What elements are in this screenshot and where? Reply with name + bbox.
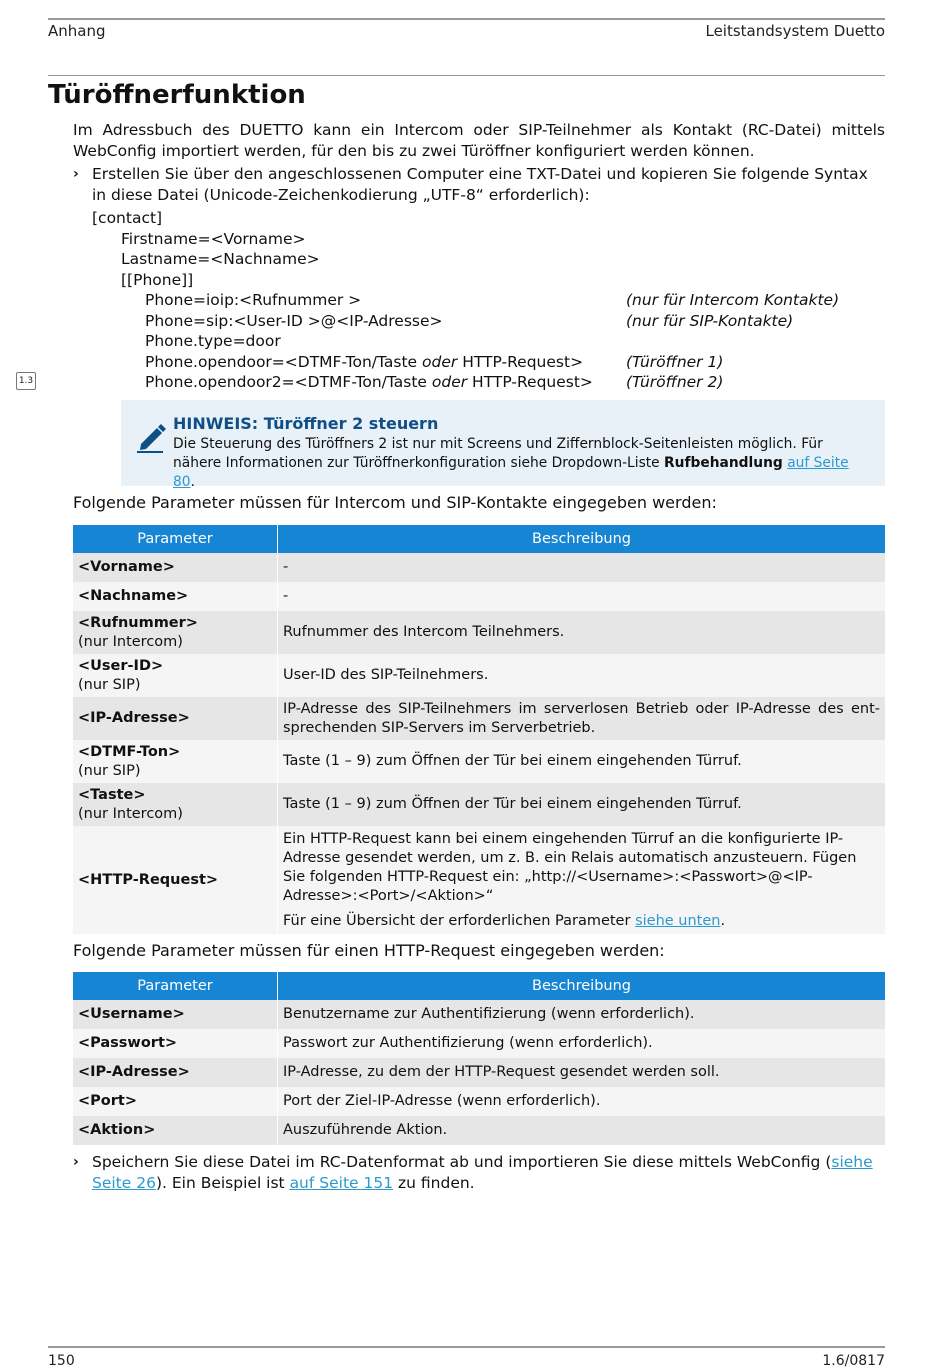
param-cell bbox=[73, 783, 278, 826]
param-cell bbox=[73, 740, 278, 783]
bullet-text bbox=[92, 1153, 873, 1192]
code-note: (nur für Intercom Kontakte) bbox=[626, 291, 840, 309]
param-name: <User-ID> bbox=[78, 657, 164, 674]
bullet-text-3: zu finden. bbox=[393, 1173, 475, 1192]
header-document-title: Leitstandsystem Duetto bbox=[705, 22, 885, 40]
table-row bbox=[73, 826, 885, 934]
desc-cell: IP-Adresse, zu dem der HTTP-Request gesendet werden soll. bbox=[278, 1058, 886, 1087]
desc-followup-end: . bbox=[720, 912, 726, 929]
footer-rule bbox=[48, 1346, 885, 1348]
param-cell bbox=[73, 553, 278, 582]
desc-cell: - bbox=[278, 553, 886, 582]
header-top-rule bbox=[48, 18, 885, 20]
param-cell bbox=[73, 654, 278, 697]
table2-intro: Folgende Parameter müssen für einen HTTP-Request eingegeben werden: bbox=[73, 941, 665, 960]
param-name: <Nachname> bbox=[78, 588, 189, 604]
table-row bbox=[73, 582, 885, 611]
param-name: <IP-Adresse> bbox=[78, 710, 190, 726]
desc-cell: Rufnummer des Intercom Teilnehmers. bbox=[278, 611, 886, 654]
table-row bbox=[73, 553, 885, 582]
desc-cell: Auszuführende Aktion. bbox=[278, 1116, 886, 1145]
desc-text: Ein HTTP-Request kann bei einem eingehenden Türruf an die konfigurierte IP-Adresse gesendet werden, um z. B. ein Relais automatisch anzusteuern. Fügen Sie folgenden HTTP-Request ein: „http://<Username>:<Passwort>@<IP-Adresse>:<Port>/<Aktion>“ bbox=[283, 830, 857, 904]
table-row bbox=[73, 697, 885, 740]
http-request-parameters-table bbox=[73, 972, 885, 1145]
code-line bbox=[92, 372, 885, 393]
param-name: <HTTP-Request> bbox=[78, 871, 219, 888]
desc-cell: Passwort zur Authentifizierung (wenn erforderlich). bbox=[278, 1029, 886, 1058]
table-row bbox=[73, 1029, 885, 1058]
param-name: <Port> bbox=[78, 1093, 137, 1109]
link-see-below[interactable]: siehe unten bbox=[635, 912, 721, 929]
param-sub: (nur Intercom) bbox=[78, 633, 183, 650]
param-name: <IP-Adresse> bbox=[78, 1064, 190, 1080]
note-text bbox=[173, 435, 873, 492]
table-row bbox=[73, 1000, 885, 1029]
note-text-end: . bbox=[190, 474, 195, 490]
column-header-description: Beschreibung bbox=[278, 525, 886, 553]
code-line bbox=[92, 311, 885, 332]
desc-cell: IP-Adresse des SIP-Teilnehmers im serverlosen Betrieb oder IP-Adresse des ent-sprechenden SIP-Servers im Serverbetrieb. bbox=[278, 697, 886, 740]
param-cell bbox=[73, 697, 278, 740]
syntax-block bbox=[92, 208, 885, 393]
code-or: oder bbox=[431, 373, 468, 391]
param-cell bbox=[73, 611, 278, 654]
note-title: HINWEIS: Türöffner 2 steuern bbox=[173, 414, 439, 433]
desc-cell: - bbox=[278, 582, 886, 611]
bullet-text-1: Speichern Sie diese Datei im RC-Datenformat ab und importieren Sie diese mittels WebConfig ( bbox=[92, 1153, 832, 1171]
code-prefix: Phone.opendoor=<DTMF-Ton/Taste bbox=[145, 352, 423, 371]
table-row bbox=[73, 1058, 885, 1087]
page-number: 150 bbox=[48, 1353, 75, 1369]
code-or: oder bbox=[422, 352, 458, 371]
code-line: [[Phone]] bbox=[121, 270, 194, 289]
bullet-text-2: ). Ein Beispiel ist bbox=[155, 1173, 290, 1192]
note-text-start: Die Steuerung des Türöffners 2 ist nur mit Screens und Ziffernblock-Seitenleisten möglich. Für nähere Informationen zur Türöffnerkonfiguration siehe Dropdown-Liste bbox=[173, 436, 823, 471]
code-text bbox=[145, 352, 626, 373]
code-note: (nur für SIP-Kontakte) bbox=[626, 311, 794, 330]
param-cell bbox=[73, 1000, 278, 1029]
table-row bbox=[73, 1087, 885, 1116]
param-cell bbox=[73, 1116, 278, 1145]
table-header-row bbox=[73, 972, 885, 1000]
code-text: Phone.type=door bbox=[145, 332, 281, 350]
param-sub: (nur SIP) bbox=[78, 676, 141, 693]
table-row bbox=[73, 654, 885, 697]
contact-parameters-table bbox=[73, 525, 885, 934]
param-name: <Passwort> bbox=[78, 1035, 178, 1051]
param-sub: (nur Intercom) bbox=[78, 805, 183, 822]
chevron-right-icon: › bbox=[73, 1154, 79, 1170]
page-title: Türöffnerfunktion bbox=[48, 80, 306, 110]
version-badge: 1.3 bbox=[16, 372, 36, 390]
chevron-right-icon: › bbox=[73, 166, 79, 182]
column-header-parameter: Parameter bbox=[73, 972, 278, 1000]
document-version: 1.6/0817 bbox=[822, 1353, 885, 1369]
param-name: <Vorname> bbox=[78, 559, 175, 575]
desc-followup bbox=[283, 912, 880, 931]
table-row bbox=[73, 740, 885, 783]
code-suffix: HTTP-Request> bbox=[457, 352, 584, 371]
desc-followup-text: Für eine Übersicht der erforderlichen Parameter bbox=[283, 912, 636, 929]
desc-cell bbox=[278, 826, 886, 934]
desc-cell: User-ID des SIP-Teilnehmers. bbox=[278, 654, 886, 697]
desc-cell: Taste (1 – 9) zum Öffnen der Tür bei einem eingehenden Türruf. bbox=[278, 783, 886, 826]
code-line: Lastname=<Nachname> bbox=[121, 250, 320, 268]
link-page-26[interactable]: siehe Seite 26 bbox=[92, 1153, 873, 1192]
desc-cell: Taste (1 – 9) zum Öffnen der Tür bei einem eingehenden Türruf. bbox=[278, 740, 886, 783]
header-bottom-rule bbox=[48, 75, 885, 76]
note-box bbox=[121, 400, 885, 490]
link-page-80[interactable]: auf Seite 80 bbox=[173, 455, 849, 490]
param-cell bbox=[73, 1029, 278, 1058]
table1-intro: Folgende Parameter müssen für Intercom und SIP-Kontakte eingegeben werden: bbox=[73, 493, 717, 512]
column-header-parameter: Parameter bbox=[73, 525, 278, 553]
param-sub: (nur SIP) bbox=[78, 762, 141, 779]
param-name: <Aktion> bbox=[78, 1122, 156, 1138]
main-content bbox=[73, 120, 885, 393]
code-note: (Türöffner 2) bbox=[626, 373, 724, 391]
desc-cell: Port der Ziel-IP-Adresse (wenn erforderlich). bbox=[278, 1087, 886, 1116]
code-note: (Türöffner 1) bbox=[626, 352, 724, 371]
bullet-create-file bbox=[73, 164, 885, 205]
param-name: <DTMF-Ton> bbox=[78, 743, 181, 760]
param-cell bbox=[73, 1058, 278, 1087]
param-name: <Taste> bbox=[78, 786, 146, 803]
table-row bbox=[73, 611, 885, 654]
code-line: [contact] bbox=[92, 209, 163, 227]
param-cell bbox=[73, 826, 278, 934]
header-section: Anhang bbox=[48, 22, 106, 40]
code-prefix: Phone.opendoor2=<DTMF-Ton/Taste bbox=[145, 373, 432, 391]
table-header-row bbox=[73, 525, 885, 553]
param-name: <Rufnummer> bbox=[78, 614, 198, 631]
column-header-description: Beschreibung bbox=[278, 972, 886, 1000]
table-row bbox=[73, 1116, 885, 1145]
param-cell bbox=[73, 1087, 278, 1116]
intro-paragraph: Im Adressbuch des DUETTO kann ein Intercom oder SIP-Teilnehmer als Kontakt (RC-Datei) mittels WebConfig importiert werden, für den bis zu zwei Türöffner konfiguriert werden können. bbox=[73, 121, 885, 160]
code-text: Phone=sip:<User-ID >@<IP-Adresse> bbox=[145, 311, 443, 330]
note-bold: Rufbehandlung bbox=[664, 455, 783, 471]
link-page-151[interactable]: auf Seite 151 bbox=[289, 1173, 394, 1192]
code-line bbox=[92, 290, 885, 311]
code-text: Phone=ioip:<Rufnummer > bbox=[145, 291, 362, 309]
param-cell bbox=[73, 582, 278, 611]
code-line bbox=[92, 331, 885, 352]
param-name: <Username> bbox=[78, 1006, 185, 1022]
code-suffix: HTTP-Request> bbox=[467, 373, 593, 391]
code-text bbox=[145, 372, 626, 393]
bullet-save-import bbox=[73, 1152, 904, 1193]
code-line bbox=[92, 352, 885, 373]
table-row bbox=[73, 783, 885, 826]
bullet-text: Erstellen Sie über den angeschlossenen Computer eine TXT-Datei und kopieren Sie folgende Syntax in diese Datei (Unicode-Zeichenkodierung „UTF-8“ erforderlich): bbox=[92, 165, 868, 204]
desc-cell: Benutzername zur Authentifizierung (wenn erforderlich). bbox=[278, 1000, 886, 1029]
code-line: Firstname=<Vorname> bbox=[121, 229, 306, 248]
pencil-icon bbox=[135, 420, 169, 454]
